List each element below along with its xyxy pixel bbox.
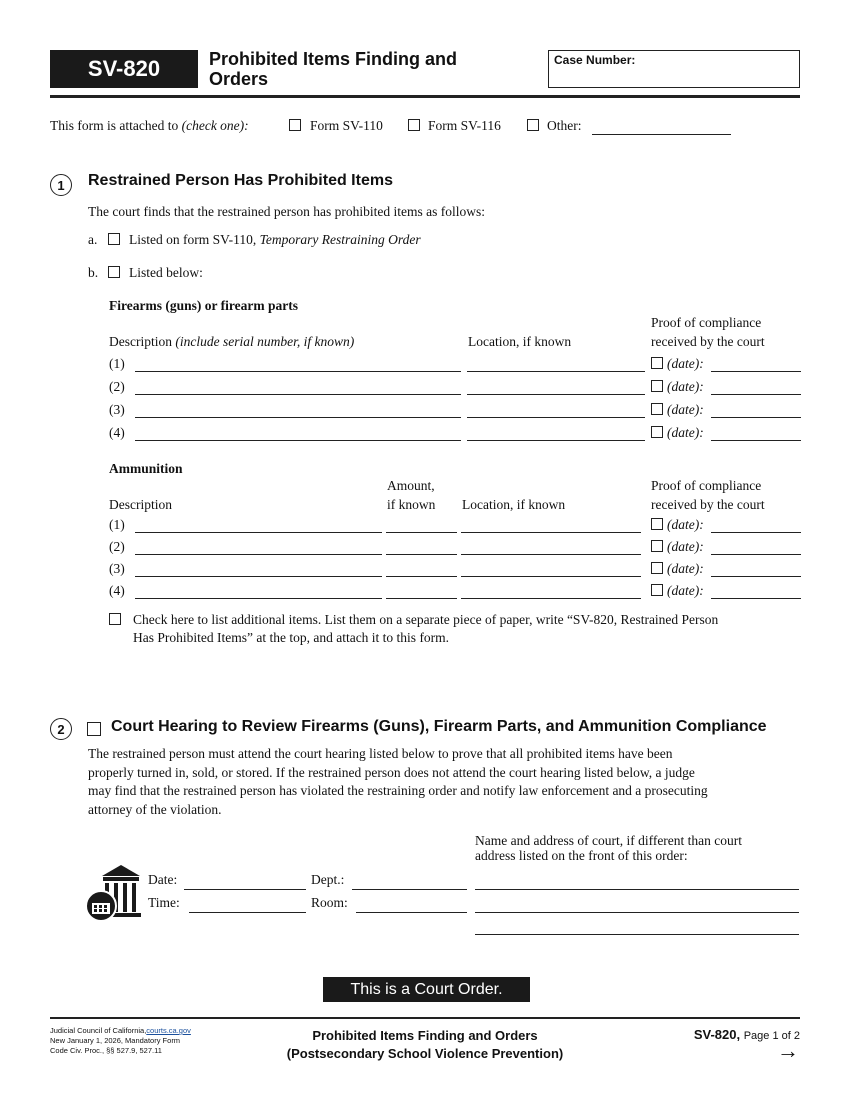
firearm-description-line[interactable] [135, 371, 461, 372]
form-title-line2: Orders [209, 69, 269, 89]
ammo-location-line[interactable] [461, 554, 641, 555]
footer-left-line1 [50, 1026, 191, 1036]
firearms-col-proof2: received by the court [651, 334, 765, 349]
item-a-letter: a. [88, 232, 98, 247]
firearms-col-desc [109, 334, 354, 350]
section2-para-line4: attorney of the violation. [88, 801, 222, 817]
item-a-text-group [129, 232, 421, 248]
section2-paragraph [88, 745, 708, 819]
court-address-label1: Name and address of court, if different than court [475, 833, 743, 848]
item-b-letter: b. [88, 265, 99, 280]
section2-para-line2: properly turned in, sold, or stored. If the restrained person does not attend the court hearing listed below, a judge [88, 764, 695, 780]
hearing-time-label: Time: [148, 895, 180, 910]
firearm-location-line[interactable] [467, 394, 645, 395]
firearms-heading: Firearms (guns) or firearm parts [109, 298, 298, 313]
ammo-col-proof2: received by the court [651, 497, 765, 512]
hearing-dept-label: Dept.: [311, 872, 345, 887]
hearing-dept-line[interactable] [352, 889, 467, 890]
ammo-col-amount2: if known [387, 497, 436, 512]
ammo-amount-line[interactable] [386, 598, 457, 599]
footer-title: Prohibited Items Finding and Orders [312, 1028, 538, 1043]
attached-label-group [50, 118, 249, 134]
footer-subtitle: (Postsecondary School Violence Prevention) [286, 1046, 564, 1061]
firearm-proof-date-line[interactable] [711, 440, 801, 441]
firearm-proof-date-label: (date): [667, 425, 704, 440]
case-number-field[interactable] [548, 50, 800, 88]
attached-label: This form is attached to [50, 118, 179, 133]
ammo-col-desc: Description [109, 497, 172, 512]
ammo-proof-date-label: (date): [667, 517, 704, 532]
ammo-amount-line[interactable] [386, 532, 457, 533]
footer-form-id: SV-820, [693, 1027, 741, 1042]
firearm-proof-checkbox[interactable] [651, 426, 663, 438]
section1-intro: The court finds that the restrained person has prohibited items as follows: [88, 204, 486, 219]
additional-items-line1: Check here to list additional items. List them on a separate piece of paper, write “SV-820, Restrained Person [133, 612, 719, 627]
firearms-col-proof1: Proof of compliance [651, 315, 762, 330]
ammo-proof-date-line[interactable] [711, 576, 801, 577]
firearms-col-desc-italic: (include serial number, if known) [175, 334, 355, 349]
hearing-time-line[interactable] [189, 912, 306, 913]
item-a-text: Listed on form SV-110, [129, 232, 257, 247]
footer-page: Page 1 of 2 [743, 1030, 800, 1042]
form-id-badge [50, 50, 198, 88]
ammo-row-number: (1) [109, 517, 125, 532]
form-sv116-label: Form SV-116 [428, 118, 501, 133]
item-b-text: Listed below: [129, 265, 203, 280]
form-sv110-label: Form SV-110 [310, 118, 383, 133]
ammo-proof-date-label: (date): [667, 561, 704, 576]
hearing-room-label: Room: [311, 895, 348, 910]
firearm-row-number: (1) [109, 356, 125, 371]
ammo-description-line[interactable] [135, 554, 382, 555]
section1-title: Restrained Person Has Prohibited Items [88, 172, 393, 189]
section2-para-line3: may find that the restrained person has violated the restraining order and notify law enforcement and a prosecuting [88, 783, 708, 798]
firearm-proof-date-line[interactable] [711, 417, 801, 418]
other-checkbox[interactable] [527, 119, 539, 131]
form-title-line1: Prohibited Items Finding and [209, 49, 458, 69]
ammo-description-line[interactable] [135, 576, 382, 577]
form-sv110-checkbox[interactable] [289, 119, 301, 131]
ammo-proof-checkbox[interactable] [651, 540, 663, 552]
section2-para-line1: The restrained person must attend the court hearing listed below to prove that all prohibited items have been [88, 746, 673, 761]
form-sv116-checkbox[interactable] [408, 119, 420, 131]
ammo-proof-checkbox[interactable] [651, 562, 663, 574]
firearm-proof-date-label: (date): [667, 402, 704, 417]
footer-council: Judicial Council of California, [50, 1026, 147, 1035]
other-label: Other: [547, 118, 582, 133]
ammo-heading: Ammunition [109, 461, 183, 476]
ammo-proof-date-label: (date): [667, 583, 704, 598]
firearm-proof-checkbox[interactable] [651, 357, 663, 369]
section1-number: 1 [50, 174, 72, 196]
firearm-location-line[interactable] [467, 440, 645, 441]
ammo-amount-line[interactable] [386, 576, 457, 577]
case-number-label: Case Number: [554, 53, 636, 67]
ammo-proof-checkbox[interactable] [651, 584, 663, 596]
firearm-proof-date-label: (date): [667, 356, 704, 371]
section2-title: Court Hearing to Review Firearms (Guns), Firearm Parts, and Ammunition Compliance [111, 718, 767, 735]
firearm-row-number: (2) [109, 379, 125, 394]
firearm-proof-checkbox[interactable] [651, 380, 663, 392]
footer-left-line3: Code Civ. Proc., §§ 527.9, 527.11 [50, 1046, 162, 1055]
section2-number: 2 [50, 718, 72, 740]
ammo-col-proof1: Proof of compliance [651, 478, 762, 493]
additional-items-line2: Has Prohibited Items” at the top, and attach it to this form. [133, 630, 450, 645]
ammo-amount-line[interactable] [386, 554, 457, 555]
court-address-line3[interactable] [475, 934, 799, 935]
ammo-proof-date-label: (date): [667, 539, 704, 554]
firearms-col-location: Location, if known [468, 334, 572, 349]
court-order-banner [323, 977, 530, 1002]
ammo-proof-date-line[interactable] [711, 554, 801, 555]
firearm-proof-date-line[interactable] [711, 371, 801, 372]
next-page-arrow-icon[interactable]: → [777, 1038, 799, 1063]
firearm-proof-checkbox[interactable] [651, 403, 663, 415]
court-address-label2: address listed on the front of this order: [475, 848, 688, 863]
ammo-proof-date-line[interactable] [711, 532, 801, 533]
footer-courts-link[interactable]: courts.ca.gov [146, 1026, 191, 1035]
ammo-row-number: (3) [109, 561, 125, 576]
ammo-location-line[interactable] [461, 598, 641, 599]
item-a-checkbox[interactable] [108, 233, 120, 245]
ammo-row-number: (4) [109, 583, 125, 598]
ammo-description-line[interactable] [135, 532, 382, 533]
court-order-text: This is a Court Order. [350, 981, 503, 998]
court-address-line1[interactable] [475, 889, 799, 890]
firearm-description-line[interactable] [135, 440, 461, 441]
hearing-room-line[interactable] [356, 912, 467, 913]
item-b-checkbox[interactable] [108, 266, 120, 278]
ammo-col-amount1: Amount, [387, 478, 435, 493]
courthouse-calendar-icon [84, 862, 144, 924]
ammo-description-line[interactable] [135, 598, 382, 599]
court-address-line2[interactable] [475, 912, 799, 913]
ammo-proof-date-line[interactable] [711, 598, 801, 599]
firearm-description-line[interactable] [135, 394, 461, 395]
section2-checkbox[interactable] [87, 722, 101, 736]
footer-center [250, 1027, 600, 1063]
firearm-row-number: (3) [109, 402, 125, 417]
other-input-line[interactable] [592, 134, 731, 135]
header-rule [50, 95, 800, 98]
footer-left [50, 1026, 191, 1056]
firearm-location-line[interactable] [467, 417, 645, 418]
footer-rule [50, 1017, 800, 1019]
ammo-proof-checkbox[interactable] [651, 518, 663, 530]
firearm-description-line[interactable] [135, 417, 461, 418]
firearm-proof-date-line[interactable] [711, 394, 801, 395]
ammo-col-location: Location, if known [462, 497, 566, 512]
footer-left-line2: New January 1, 2026, Mandatory Form [50, 1036, 181, 1045]
form-id: SV-820 [87, 56, 161, 81]
firearm-row-number: (4) [109, 425, 125, 440]
firearm-location-line[interactable] [467, 371, 645, 372]
hearing-date-label: Date: [148, 872, 178, 887]
ammo-location-line[interactable] [461, 576, 641, 577]
hearing-date-line[interactable] [184, 889, 306, 890]
firearms-col-desc-text: Description [109, 334, 172, 349]
attached-label-italic: (check one): [181, 118, 249, 133]
ammo-row-number: (2) [109, 539, 125, 554]
form-title [209, 49, 457, 89]
item-a-italic: Temporary Restraining Order [259, 232, 421, 247]
ammo-location-line[interactable] [461, 532, 641, 533]
additional-items-checkbox[interactable] [109, 613, 121, 625]
firearm-proof-date-label: (date): [667, 379, 704, 394]
